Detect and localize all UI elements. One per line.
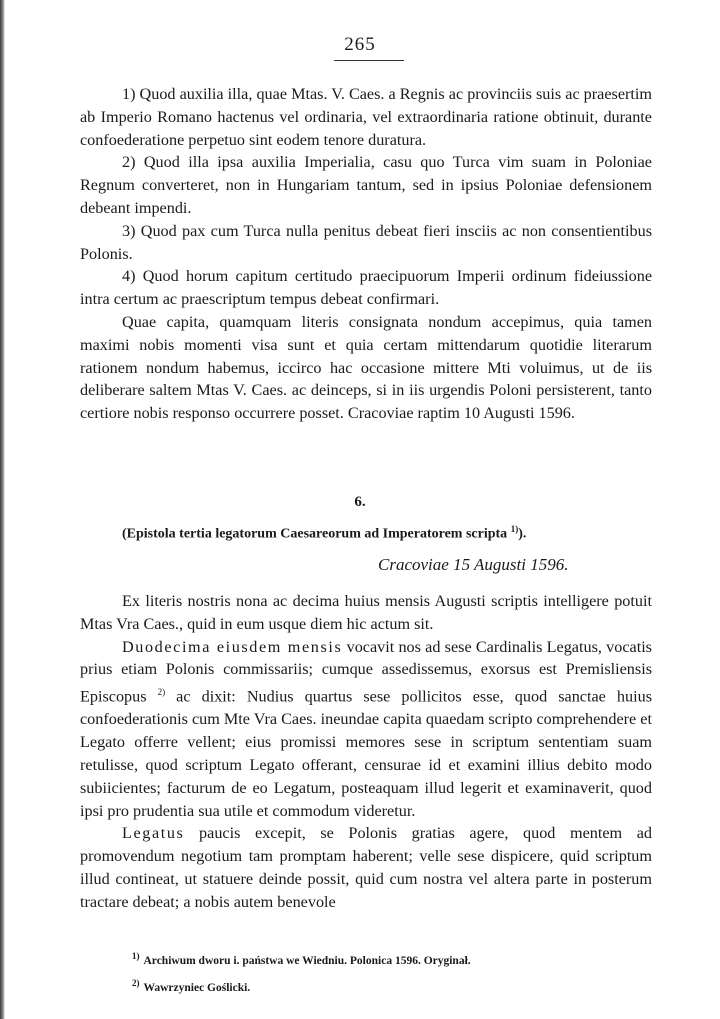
footnote-2-text: Wawrzyniec Goślicki. (143, 981, 251, 994)
page-number-rule (334, 60, 404, 61)
text-block-top (80, 83, 652, 425)
footnote-2-mark: 2) (132, 977, 140, 988)
section-title-text: (Epistola tertia legatorum Caesareorum ad Imperatorem scripta (122, 526, 508, 542)
footnotes (132, 945, 471, 999)
footnote-1-text: Archiwum dworu i. państwa we Wiedniu. Polonica 1596. Oryginał. (143, 954, 471, 967)
footnote-1 (132, 945, 471, 972)
paragraph-item-2: 2) Quod illa ipsa auxilia Imperialia, casu quo Turca vim suam in Poloniae Regnum converteret, non in Hungariam tantum, sed in ipsius Poloniae defensionem debeant impendi. (80, 153, 652, 217)
paragraph-letter-1: Ex literis nostris nona ac decima huius mensis Augusti scriptis intelligere potuit Mtas Vra Caes., quid in eum usque diem hic actum sit. (80, 592, 652, 633)
paragraph-letter-2 (80, 636, 652, 823)
section-title (122, 524, 526, 543)
page-number: 265 (344, 34, 376, 55)
spaced-phrase: Duodecima eiusdem mensis (122, 637, 343, 656)
footnote-2 (132, 972, 471, 999)
paragraph-closing: Quae capita, quamquam literis consignata nondum accepimus, quia tamen maximi nobis momenti visa sunt et quia certam mittendarum quotidie literarum rationem nondum habemus, iccirco hac occasione mittere Mti voluimus, ut de iis deliberare saltem Mtas V. Caes. ac deinceps, si in iis urgendis Poloni persisterent, tanto certiore nobis responso occurrere posset. Cracoviae raptim 10 Augusti 1596. (80, 312, 652, 423)
spaced-word: Legatus (122, 824, 185, 843)
place-date: Cracoviae 15 Augusti 1596. (378, 555, 569, 574)
paragraph-letter-2-text-a: vocavit nos ad sese Cardinalis Legatus, vocatis prius etiam Polonis commissariis; cumque assedissemus, exorsus est Premisliensis Episcopus (80, 637, 652, 706)
footnote-ref-2: 2) (157, 687, 166, 698)
text-block-letter (80, 590, 652, 914)
paragraph-letter-3-text: paucis excepit, se Polonis gratias agere, quod mentem ad promovendum negotium tam promptam haberent; velle sese dispicere, quid scriptum illud contineat, ut statuere deinde possit, quid cum nostra vel altera parte in posterum tractare debeat; a nobis autem benevole (80, 824, 652, 911)
section-title-close: ). (518, 526, 527, 542)
footnote-1-mark: 1) (132, 951, 140, 961)
paragraph-item-4: 4) Quod horum capitum certitudo praecipuorum Imperii ordinum fideiussione intra certum ac praescriptum tempus debeat confirmari. (80, 267, 652, 309)
section-number: 6. (354, 494, 366, 510)
paragraph-letter-2-text-b: ac dixit: Nudius quartus sese pollicitos esse, quod sanctae huius confoederationis cum Mte Vra Caes. ineundae capita quaedam scripto comprehendere et Legato offerre vellent; eius promissi memores sese in scriptum sententiam suam retulisse, quod scriptum Legato offerant, censurae id et examini illius debito modo subiicientes; facturum de eo Legatum, posteaquam illud legerit et examinaverit, quod ipsi pro prudentia sua utile et commodum videretur. (80, 687, 652, 820)
paragraph-item-1: 1) Quod auxilia illa, quae Mtas. V. Caes. a Regnis ac provinciis suis ac praesertim ab Imperio Romano hactenus vel ordinaria, vel extraordinaria ratione obtinuit, durante confoederatione perpetuo sint eodem tenore duratura. (80, 85, 652, 149)
paragraph-letter-3 (80, 822, 652, 913)
paragraph-item-3: 3) Quod pax cum Turca nulla penitus debeat fieri insciis ac non consentientibus Polonis. (80, 221, 652, 263)
footnote-ref-1: 1) (510, 524, 519, 534)
